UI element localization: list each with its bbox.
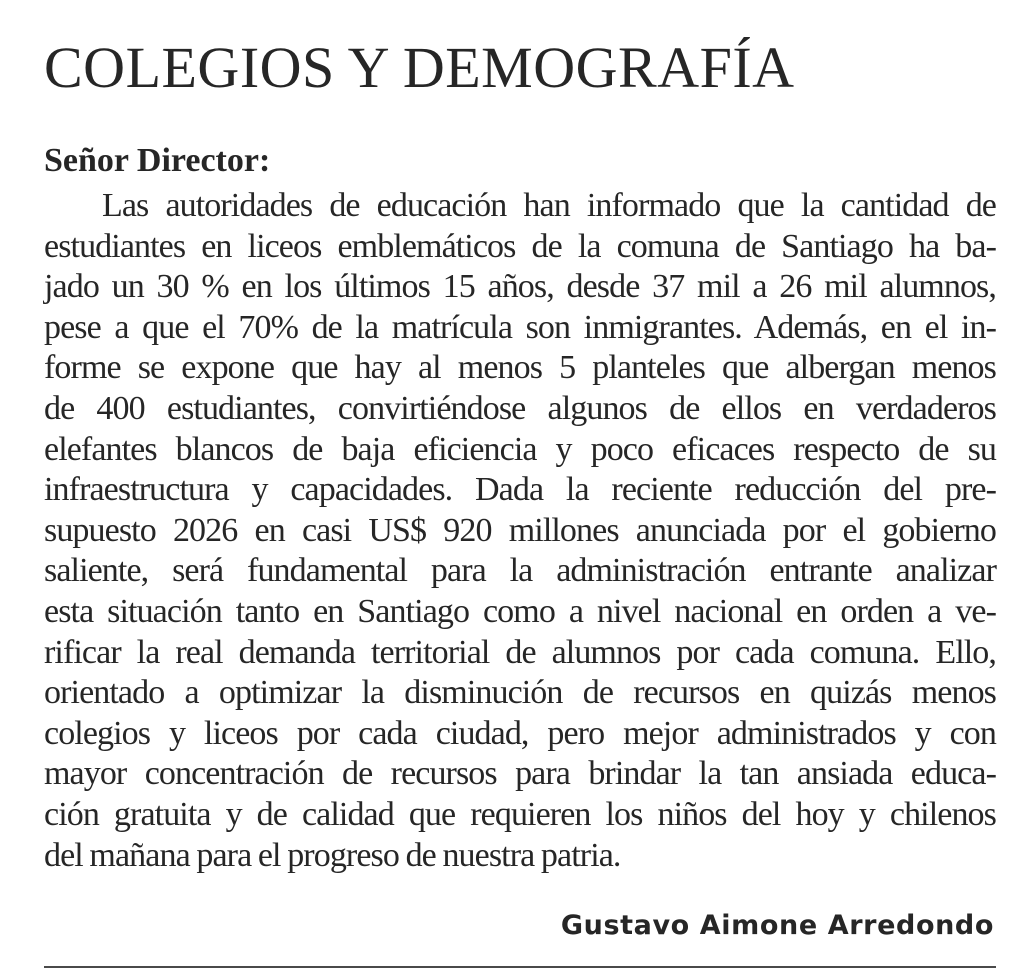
body-line: de 400 estudiantes, convirtiéndose algunos de ellos en verdaderos — [44, 389, 996, 427]
body-line: orientado a optimizar la disminución de recursos en quizás menos — [44, 674, 996, 712]
body-line: rificar la real demanda territorial de alumnos por cada comuna. Ello, — [44, 633, 996, 671]
body-line: mayor concentración de recursos para brindar la tan ansiada educa- — [44, 755, 996, 793]
article-headline: COLEGIOS Y DEMOGRAFÍA — [44, 35, 795, 100]
body-line: colegios y liceos por cada ciudad, pero mejor administrados y con — [44, 714, 996, 752]
body-line: saliente, será fundamental para la administración entrante analizar — [44, 552, 996, 590]
body-line: esta situación tanto en Santiago como a nivel nacional en orden a ve- — [44, 592, 996, 630]
body-line: forme se expone que hay al menos 5 planteles que albergan menos — [44, 349, 996, 387]
body-line: infraestructura y capacidades. Dada la reciente reducción del pre- — [44, 471, 996, 509]
body-line: ción gratuita y de calidad que requieren los niños del hoy y chilenos — [44, 795, 996, 833]
bottom-divider — [44, 966, 996, 968]
body-line: supuesto 2026 en casi US$ 920 millones anunciada por el gobierno — [44, 511, 996, 549]
body-line: Las autoridades de educación han informado que la cantidad de — [102, 187, 996, 224]
salutation: Señor Director: — [44, 142, 271, 179]
body-line: jado un 30 % en los últimos 15 años, desde 37 mil a 26 mil alumnos, — [44, 268, 996, 306]
body-line: elefantes blancos de baja eficiencia y poco eficaces respecto de su — [44, 430, 996, 468]
author-signature: Gustavo Aimone Arredondo — [560, 910, 994, 941]
body-line: del mañana para el progreso de nuestra patria. — [44, 836, 621, 874]
letter-body — [44, 186, 996, 876]
body-line: pese a que el 70% de la matrícula son inmigrantes. Además, en el in- — [44, 308, 996, 346]
body-line: estudiantes en liceos emblemáticos de la comuna de Santiago ha ba- — [44, 227, 996, 265]
